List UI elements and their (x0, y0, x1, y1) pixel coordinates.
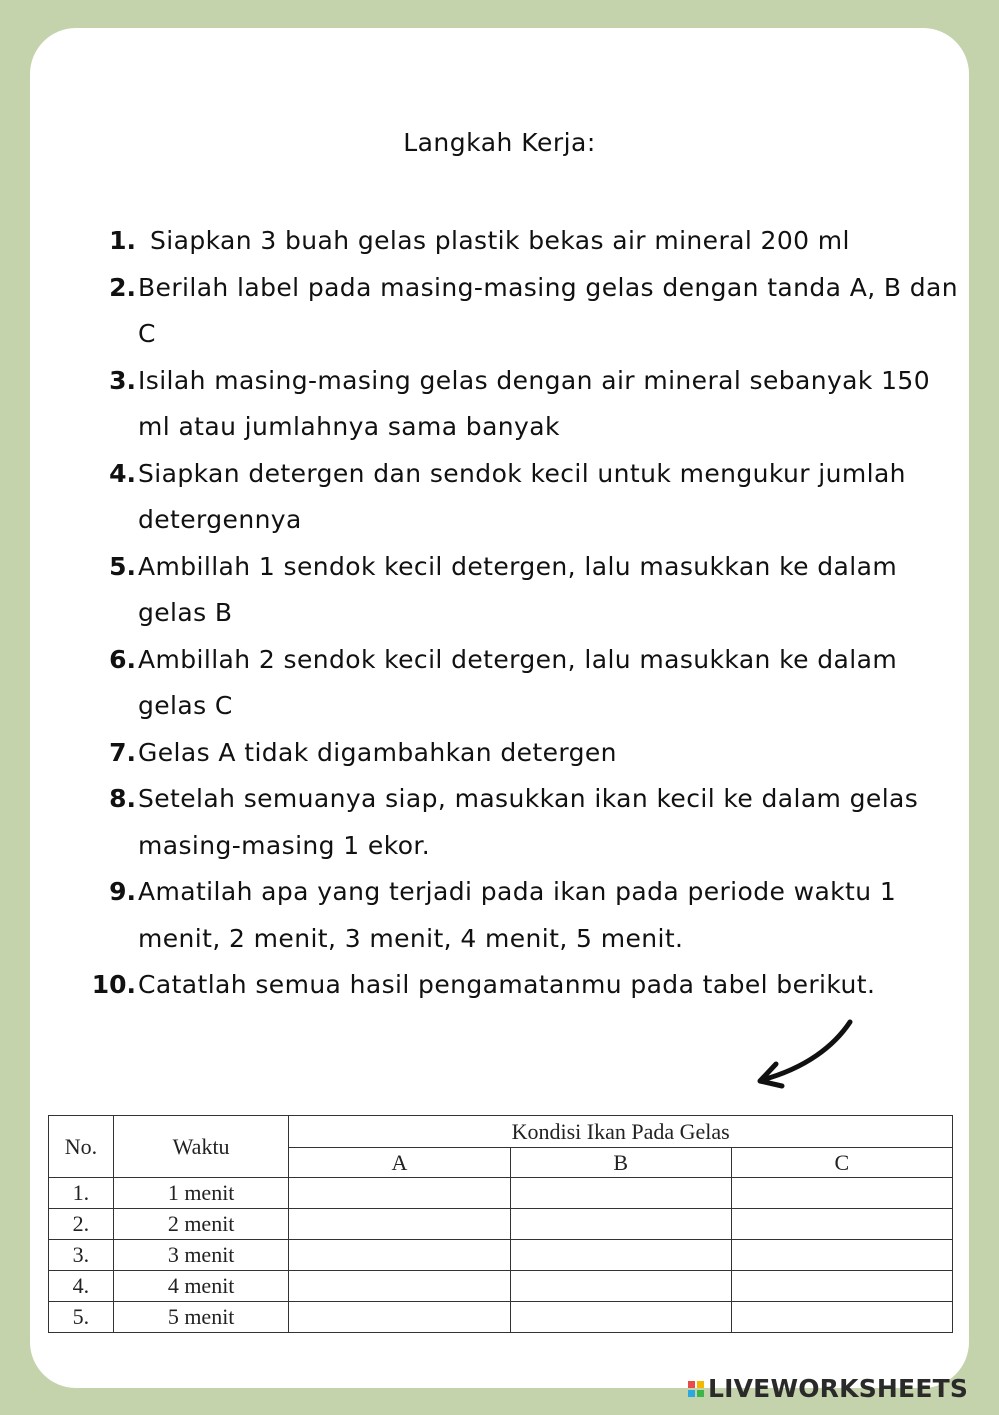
step-item (90, 265, 970, 358)
step-number: 2. (109, 272, 136, 302)
step-text: Berilah label pada masing-masing gelas dengan tanda A, B dan C (138, 272, 959, 348)
step-number: 5. (109, 551, 136, 581)
cell-waktu: 4 menit (113, 1271, 289, 1302)
cell-a[interactable] (289, 1240, 510, 1271)
observation-table (48, 1115, 953, 1333)
step-text: Setelah semuanya siap, masukkan ikan kecil ke dalam gelas masing-masing 1 ekor. (138, 784, 919, 860)
header-waktu: Waktu (113, 1116, 289, 1178)
table-row (49, 1178, 953, 1209)
cell-c[interactable] (731, 1302, 952, 1333)
cell-waktu: 1 menit (113, 1178, 289, 1209)
cell-a[interactable] (289, 1178, 510, 1209)
step-number: 8. (109, 784, 136, 813)
step-text: Isilah masing-masing gelas dengan air mineral sebanyak 150 ml atau jumlahnya sama banyak (138, 365, 931, 441)
step-number: 7. (109, 737, 136, 767)
cell-a[interactable] (289, 1209, 510, 1240)
step-text: Siapkan detergen dan sendok kecil untuk mengukur jumlah detergennya (138, 458, 906, 534)
table-row (49, 1240, 953, 1271)
step-number: 6. (109, 644, 136, 674)
watermark-text: LIVEWORKSHEETS (708, 1374, 969, 1403)
header-b: B (510, 1148, 731, 1178)
cell-no: 5. (49, 1302, 114, 1333)
cell-c[interactable] (731, 1240, 952, 1271)
step-number: 1. (109, 226, 136, 255)
step-item (90, 637, 970, 730)
cell-b[interactable] (510, 1240, 731, 1271)
step-number: 9. (109, 877, 136, 906)
cell-no: 1. (49, 1178, 114, 1209)
step-item (90, 218, 970, 265)
cell-waktu: 5 menit (113, 1302, 289, 1333)
page-title: Langkah Kerja: (403, 128, 596, 157)
cell-b[interactable] (510, 1271, 731, 1302)
step-number: 10. (91, 970, 136, 999)
table-header-row (49, 1116, 953, 1148)
header-a: A (289, 1148, 510, 1178)
step-text: Catatlah semua hasil pengamatanmu pada tabel berikut. (138, 970, 876, 999)
step-number: 4. (109, 458, 136, 488)
cell-waktu: 3 menit (113, 1240, 289, 1271)
cell-b[interactable] (510, 1302, 731, 1333)
header-no: No. (49, 1116, 114, 1178)
step-item (90, 451, 970, 544)
steps-list (90, 218, 970, 1009)
watermark (688, 1374, 968, 1403)
table-row (49, 1271, 953, 1302)
step-text: Gelas A tidak digambahkan detergen (138, 737, 617, 767)
cell-b[interactable] (510, 1178, 731, 1209)
cell-c[interactable] (731, 1271, 952, 1302)
cell-no: 2. (49, 1209, 114, 1240)
step-text: Amatilah apa yang terjadi pada ikan pada periode waktu 1 menit, 2 menit, 3 menit, 4 menit, 5 menit. (138, 877, 897, 953)
header-c: C (731, 1148, 952, 1178)
table-row (49, 1302, 953, 1333)
step-item (90, 962, 970, 1009)
cell-no: 3. (49, 1240, 114, 1271)
step-number: 3. (109, 365, 136, 395)
step-text: Siapkan 3 buah gelas plastik bekas air mineral 200 ml (150, 226, 850, 255)
step-item (90, 358, 970, 451)
cell-c[interactable] (731, 1209, 952, 1240)
liveworksheets-logo-icon (688, 1381, 704, 1397)
header-kondisi: Kondisi Ikan Pada Gelas (289, 1116, 953, 1148)
step-item (90, 869, 970, 962)
cell-no: 4. (49, 1271, 114, 1302)
cell-c[interactable] (731, 1178, 952, 1209)
cell-a[interactable] (289, 1271, 510, 1302)
step-item (90, 544, 970, 637)
step-text: Ambillah 2 sendok kecil detergen, lalu masukkan ke dalam gelas C (138, 644, 898, 720)
table-row (49, 1209, 953, 1240)
step-text: Ambillah 1 sendok kecil detergen, lalu masukkan ke dalam gelas B (138, 551, 898, 627)
step-item (90, 730, 970, 777)
cell-waktu: 2 menit (113, 1209, 289, 1240)
cell-b[interactable] (510, 1209, 731, 1240)
step-item (90, 776, 970, 869)
curved-arrow-down-left-icon (748, 1016, 858, 1096)
cell-a[interactable] (289, 1302, 510, 1333)
